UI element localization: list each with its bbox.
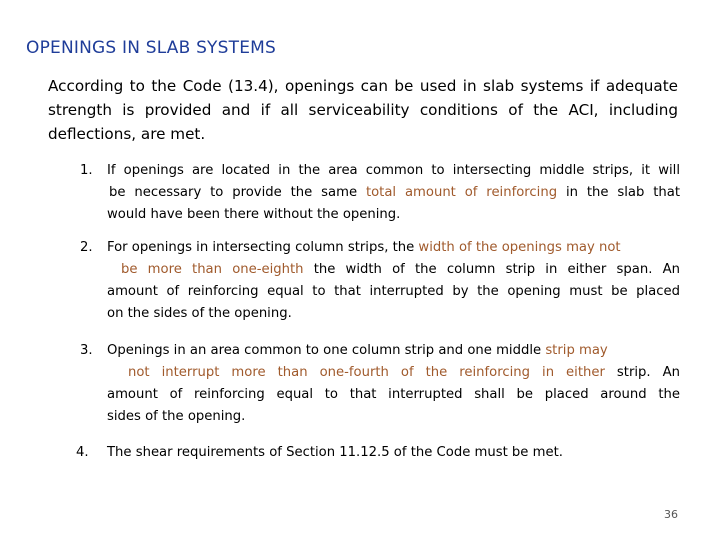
highlight-text: total amount of reinforcing	[365, 185, 558, 200]
item-body	[107, 340, 680, 428]
highlight-text: strip may	[545, 343, 608, 358]
item-body	[107, 160, 680, 226]
item-line: amount of reinforcing equal to that interrupted by the opening must be placed	[107, 284, 680, 299]
highlight-text: not interrupt more than one-fourth of the reinforcing in either	[128, 365, 605, 380]
item-number: 1.	[80, 163, 93, 178]
item-text: Openings in an area common to one column strip and one middle	[107, 343, 546, 358]
highlight-text: width of the openings may not	[418, 240, 621, 255]
item-line: sides of the opening.	[107, 409, 246, 424]
item-line: on the sides of the opening.	[107, 306, 292, 321]
item-text: the width of the column strip in either span. An	[303, 262, 680, 277]
item-number: 4.	[76, 445, 89, 460]
item-text: in the slab that	[557, 185, 681, 200]
item-line	[107, 362, 680, 384]
item-number: 2.	[80, 240, 93, 255]
item-line	[107, 340, 680, 362]
item-body	[107, 237, 680, 325]
item-line	[107, 259, 680, 281]
item-line	[107, 237, 680, 259]
item-body	[107, 442, 680, 464]
item-line: If openings are located in the area common to intersecting middle strips, it will	[107, 163, 680, 178]
item-text: strip. An	[604, 365, 680, 380]
item-number: 3.	[80, 343, 93, 358]
intro-paragraph: According to the Code (13.4), openings can be used in slab systems if adequate strength is provided and if all serviceability conditions of the ACI, including deflections, are met.	[48, 77, 678, 143]
item-line	[107, 182, 680, 204]
page-number: 36	[664, 508, 678, 521]
item-text: For openings in intersecting column strips, the	[107, 240, 419, 255]
item-text: be necessary to provide the same	[109, 185, 366, 200]
slide-title: OPENINGS IN SLAB SYSTEMS	[26, 38, 277, 58]
highlight-text: be more than one-eighth	[121, 262, 304, 277]
item-line: The shear requirements of Section 11.12.5 of the Code must be met.	[107, 445, 563, 460]
item-line: amount of reinforcing equal to that interrupted shall be placed around the	[107, 387, 680, 402]
item-line: would have been there without the opening.	[107, 207, 401, 222]
